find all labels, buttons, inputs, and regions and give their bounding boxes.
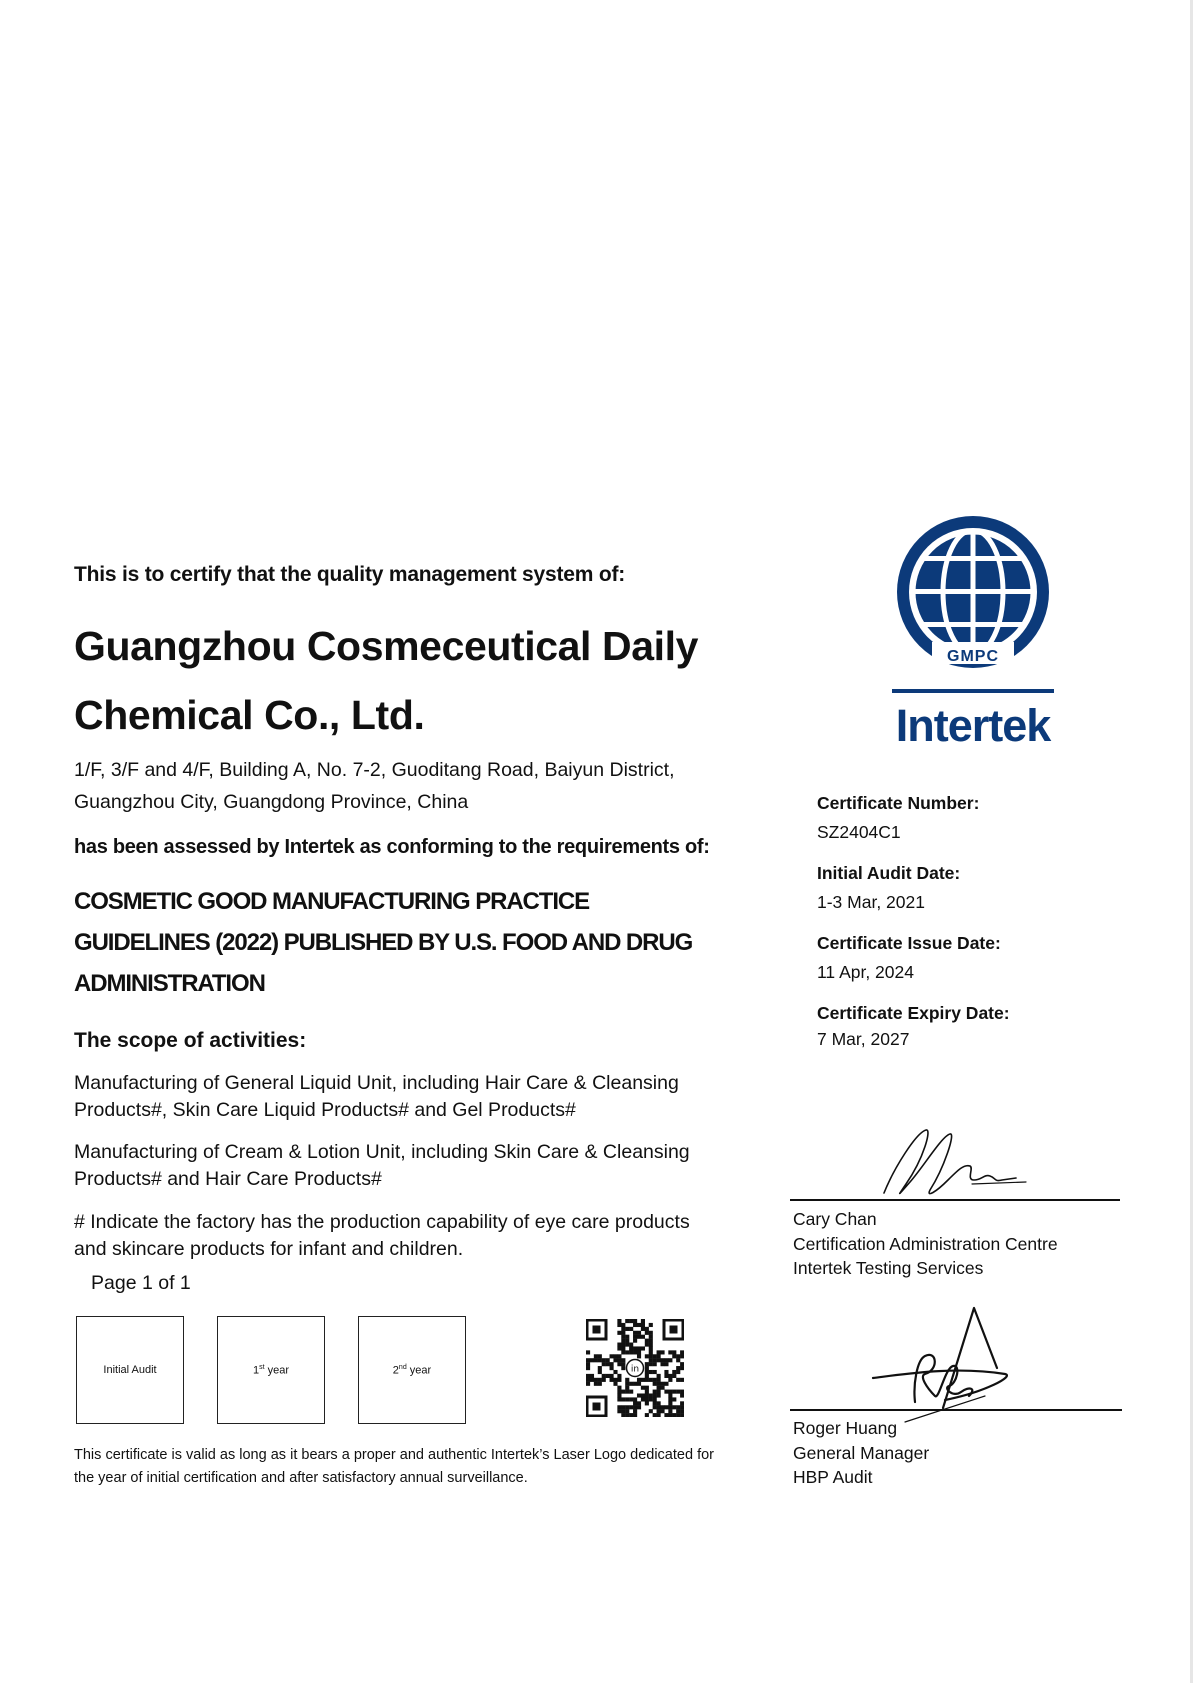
gmpc-badge-text: GMPC — [947, 648, 999, 665]
signatory-organization: Intertek Testing Services — [793, 1258, 984, 1278]
standard-title: COSMETIC GOOD MANUFACTURING PRACTICE GUIDELINES (2022) PUBLISHED BY U.S. FOOD AND DRUG ADMINISTRATION — [74, 888, 693, 997]
signatory-block — [793, 1207, 1058, 1281]
laser-logo-box-first-year — [217, 1316, 325, 1424]
initial-audit-date: 1-3 Mar, 2021 — [817, 892, 925, 912]
signatory-block — [793, 1416, 929, 1490]
scope-note: # Indicate the factory has the production capability of eye care products and skincare products for infant and children. — [74, 1211, 690, 1260]
company-name: Guangzhou Cosmeceutical Daily Chemical Co., Ltd. — [74, 623, 699, 738]
scope-item: Manufacturing of General Liquid Unit, including Hair Care & Cleansing Products#, Skin Care Liquid Products# and Gel Products# — [74, 1072, 679, 1121]
laser-logo-box-initial — [76, 1316, 184, 1424]
signatory-organization: HBP Audit — [793, 1467, 873, 1487]
qr-code[interactable] — [586, 1319, 684, 1417]
company-address: 1/F, 3/F and 4/F, Building A, No. 7-2, Guoditang Road, Baiyun District, Guangzhou City, Guangdong Province, China — [74, 759, 675, 813]
issue-date: 11 Apr, 2024 — [817, 962, 914, 982]
intertek-gmpc-logo — [886, 513, 1060, 749]
signature-roger-huang — [865, 1304, 1025, 1426]
signatory-name: Cary Chan — [793, 1209, 877, 1229]
laser-box-label: Initial Audit — [103, 1364, 157, 1376]
laser-box-label: 1st year — [252, 1363, 290, 1377]
intertek-wordmark: Intertek — [895, 700, 1051, 749]
signature-line — [790, 1199, 1120, 1201]
expiry-date-label: Certificate Expiry Date: — [817, 1003, 1010, 1023]
expiry-date: 7 Mar, 2027 — [817, 1029, 910, 1049]
signatory-name: Roger Huang — [793, 1418, 898, 1438]
assessed-statement: has been assessed by Intertek as conforming to the requirements of: — [74, 836, 710, 858]
signatory-title: General Manager — [793, 1442, 930, 1463]
laser-logo-box-second-year — [358, 1316, 466, 1424]
signature-line — [790, 1409, 1122, 1411]
initial-audit-date-label: Initial Audit Date: — [817, 863, 961, 883]
signatory-title: Certification Administration Centre — [793, 1233, 1058, 1254]
scope-item: Manufacturing of Cream & Lotion Unit, including Skin Care & Cleansing Products# and Hair Care Products# — [74, 1141, 690, 1190]
signature-cary-chan — [866, 1118, 1036, 1198]
validity-statement: This certificate is valid as long as it bears a proper and authentic Intertek’s Laser Logo dedicated for the year of initial certification and after satisfactory annual surveillance. — [74, 1447, 714, 1486]
certificate-number: SZ2404C1 — [817, 822, 901, 842]
certificate-number-label: Certificate Number: — [817, 793, 980, 813]
page-number: Page 1 of 1 — [91, 1272, 191, 1294]
certify-intro: This is to certify that the quality management system of: — [74, 563, 626, 586]
qr-center-label: in — [630, 1364, 640, 1375]
issue-date-label: Certificate Issue Date: — [817, 933, 1001, 953]
scope-title: The scope of activities: — [74, 1029, 307, 1052]
laser-box-label: 2nd year — [392, 1363, 432, 1377]
